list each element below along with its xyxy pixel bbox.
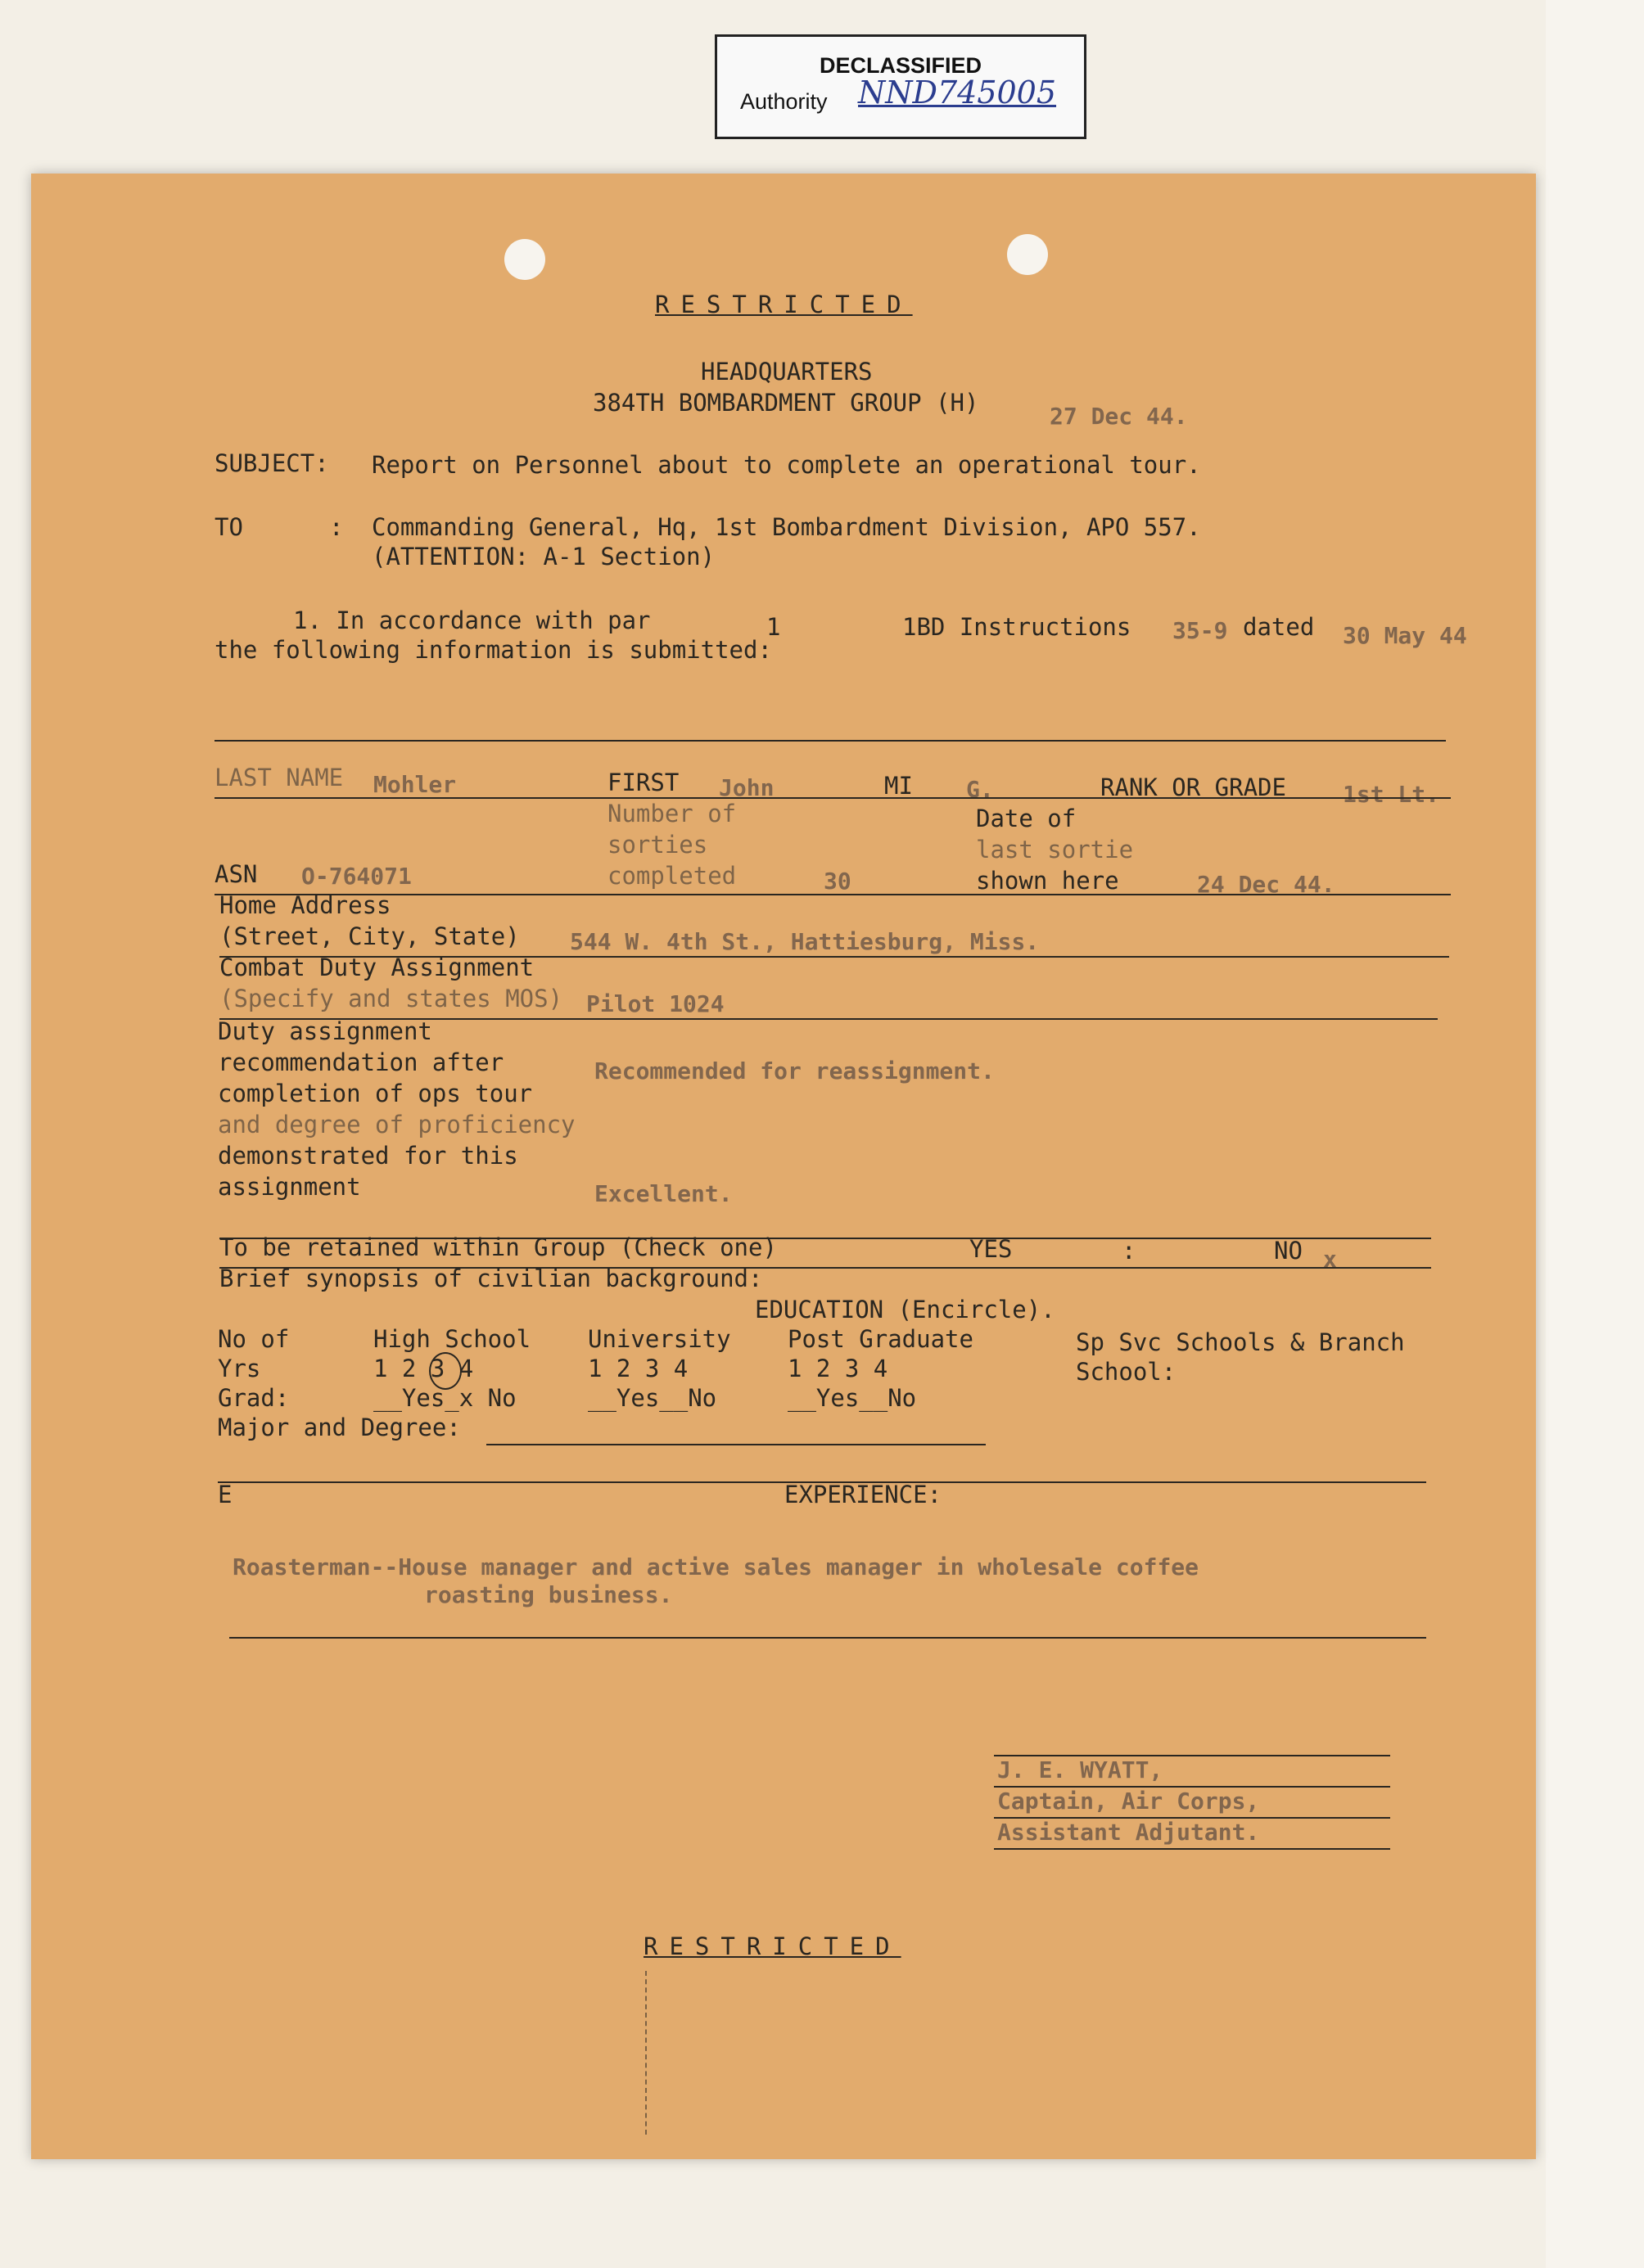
classification-top: RESTRICTED xyxy=(655,291,913,318)
education-no-of: No of xyxy=(218,1325,290,1353)
post-graduate-heading: Post Graduate xyxy=(788,1325,973,1353)
sp-svc-schools-label-2: School: xyxy=(1076,1358,1177,1386)
signature-rule-4 xyxy=(994,1848,1390,1850)
retained-no-mark: x xyxy=(1323,1246,1337,1273)
retained-label: To be retained within Group (Check one) xyxy=(219,1233,777,1261)
headquarters-heading: HEADQUARTERS xyxy=(701,358,873,386)
para-1-instructions-number: 35-9 xyxy=(1172,617,1228,644)
signature-role: Assistant Adjutant. xyxy=(997,1819,1260,1846)
to-line-1: Commanding General, Hq, 1st Bombardment Division, APO 557. xyxy=(372,513,1201,541)
rule-experience xyxy=(229,1637,1426,1639)
para-1-instructions: 1BD Instructions xyxy=(902,613,1131,641)
high-school-grad: __Yes_x No xyxy=(373,1384,517,1412)
asn-value: O-764071 xyxy=(301,863,412,890)
first-name-label: FIRST xyxy=(607,769,680,796)
stamp-authority-label: Authority xyxy=(740,89,828,114)
to-line-2: (ATTENTION: A-1 Section) xyxy=(372,543,716,570)
retained-yes: YES xyxy=(969,1235,1013,1263)
sorties-value: 30 xyxy=(824,868,851,895)
home-address-label-1: Home Address xyxy=(219,891,391,919)
education-grad: Grad: xyxy=(218,1384,290,1412)
experience-e: E xyxy=(218,1481,233,1508)
sorties-label-3: completed xyxy=(607,862,737,890)
sorties-label-1: Number of xyxy=(607,800,737,827)
punch-hole-left xyxy=(504,239,545,280)
declassified-stamp xyxy=(715,34,1086,139)
home-address-value: 544 W. 4th St., Hattiesburg, Miss. xyxy=(570,928,1040,955)
experience-line-1: Roasterman--House manager and active sales manager in wholesale coffee xyxy=(233,1553,1199,1580)
post-graduate-years: 1 2 3 4 xyxy=(788,1355,888,1382)
experience-heading: EXPERIENCE: xyxy=(784,1481,942,1508)
para-1-dated-label: dated xyxy=(1243,613,1315,641)
duty-recommendation-value: Recommended for reassignment. xyxy=(594,1057,995,1084)
education-heading: EDUCATION (Encircle). xyxy=(755,1296,1055,1323)
retained-no: NO xyxy=(1274,1237,1303,1265)
to-colon: : xyxy=(329,513,344,541)
last-name-label: LAST NAME xyxy=(215,764,344,791)
signature-name: J. E. WYATT, xyxy=(997,1756,1163,1783)
education-yrs: Yrs xyxy=(218,1355,261,1382)
classification-bottom: RESTRICTED xyxy=(644,1932,901,1960)
combat-duty-value: Pilot 1024 xyxy=(586,990,725,1017)
para-1-line-2: the following information is submitted: xyxy=(215,636,772,664)
para-1-date: 30 May 44 xyxy=(1343,622,1467,649)
signature-title: Captain, Air Corps, xyxy=(997,1788,1260,1815)
rank-label: RANK OR GRADE xyxy=(1100,773,1286,801)
last-name-value: Mohler xyxy=(373,771,457,798)
experience-line-2: roasting business. xyxy=(424,1581,673,1608)
last-sortie-value: 24 Dec 44. xyxy=(1197,871,1335,898)
sp-svc-schools-label-1: Sp Svc Schools & Branch xyxy=(1076,1328,1405,1356)
synopsis-label: Brief synopsis of civilian background: xyxy=(219,1265,763,1292)
duty-label-line-1: Duty assignment xyxy=(218,1017,432,1045)
duty-label-line-5: demonstrated for this xyxy=(218,1142,518,1170)
mi-value: G. xyxy=(966,776,994,803)
subject-text: Report on Personnel about to complete an operational tour. xyxy=(372,451,1201,479)
unit-heading: 384TH BOMBARDMENT GROUP (H) xyxy=(593,389,979,417)
rule-asn-row xyxy=(215,894,1451,895)
university-heading: University xyxy=(588,1325,731,1353)
document-sheet xyxy=(31,174,1536,2159)
rank-value: 1st Lt. xyxy=(1343,781,1440,808)
post-graduate-grad: __Yes__No xyxy=(788,1384,917,1412)
duty-label-line-4: and degree of proficiency xyxy=(218,1111,576,1139)
last-sortie-label-3: shown here xyxy=(976,867,1119,895)
last-sortie-label-2: last sortie xyxy=(976,836,1134,863)
duty-label-line-6: assignment xyxy=(218,1173,361,1201)
last-sortie-label-1: Date of xyxy=(976,805,1077,832)
combat-duty-label-1: Combat Duty Assignment xyxy=(219,954,535,981)
first-name-value: John xyxy=(719,774,775,801)
duty-label-line-2: recommendation after xyxy=(218,1048,504,1076)
retained-colon: : xyxy=(1122,1237,1136,1265)
education-major: Major and Degree: xyxy=(218,1414,461,1441)
para-1-par-number: 1 xyxy=(766,613,781,641)
asn-label: ASN xyxy=(215,860,258,888)
stamp-authority-number: NND745005 xyxy=(858,74,1057,110)
punch-hole-right xyxy=(1007,234,1048,275)
university-grad: __Yes__No xyxy=(588,1384,717,1412)
combat-duty-label-2: (Specify and states MOS) xyxy=(219,985,563,1012)
para-1-prefix: 1. In accordance with par xyxy=(293,606,651,634)
mi-label: MI xyxy=(884,772,913,800)
high-school-years: 1 2 3 4 xyxy=(373,1355,474,1382)
background-strip xyxy=(1546,0,1644,2268)
subject-label: SUBJECT: xyxy=(215,449,329,477)
fold-line xyxy=(645,1971,647,2135)
home-address-label-2: (Street, City, State) xyxy=(219,922,520,950)
high-school-heading: High School xyxy=(373,1325,531,1353)
rule-name-row xyxy=(215,797,1451,799)
to-label: TO xyxy=(215,513,243,541)
stamp-title: DECLASSIFIED xyxy=(819,53,982,78)
rule-top xyxy=(215,740,1446,742)
report-date: 27 Dec 44. xyxy=(1050,403,1188,430)
duty-label-line-3: completion of ops tour xyxy=(218,1080,533,1107)
proficiency-value: Excellent. xyxy=(594,1180,733,1207)
sorties-label-2: sorties xyxy=(607,831,708,859)
major-degree-line xyxy=(486,1444,986,1445)
university-years: 1 2 3 4 xyxy=(588,1355,689,1382)
